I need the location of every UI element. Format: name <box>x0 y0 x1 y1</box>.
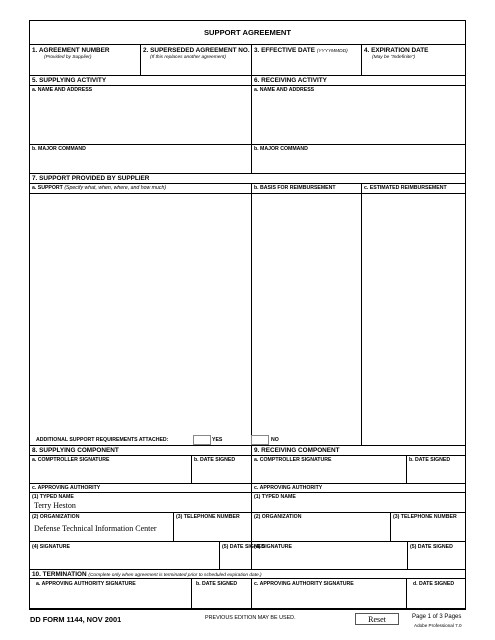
receiving-approving-authority-label: c. APPROVING AUTHORITY <box>254 485 323 491</box>
no-checkbox[interactable] <box>251 435 269 445</box>
expiration-date-hint: (May be "Indefinite") <box>372 55 416 60</box>
supplying-typed-name-field[interactable]: Terry Heston <box>34 501 76 510</box>
supplying-telephone-field[interactable] <box>175 522 249 540</box>
agreement-number-label: 1. AGREEMENT NUMBER <box>32 47 110 54</box>
supplying-major-command-field[interactable] <box>31 154 249 172</box>
receiving-date-signed5-field[interactable] <box>409 552 464 568</box>
termination-hint: (Complete only when agreement is terminated prior to scheduled expiration date.) <box>88 573 262 578</box>
termination-approving-signature-a-label: a. APPROVING AUTHORITY SIGNATURE <box>36 581 136 587</box>
page-info: Page 1 of 3 Pages <box>412 614 462 620</box>
receiving-date-signed-label: b. DATE SIGNED <box>409 457 451 463</box>
superseded-agreement-field[interactable] <box>142 63 249 74</box>
edition-note: PREVIOUS EDITION MAY BE USED. <box>205 615 296 621</box>
support-hint: (Specify what, when, where, and how much) <box>64 185 167 191</box>
supplying-date-signed5-field[interactable] <box>221 552 249 568</box>
receiving-comptroller-signature-field[interactable] <box>253 465 404 482</box>
no-label: NO <box>271 437 279 443</box>
supplying-comptroller-signature-label: a. COMPTROLLER SIGNATURE <box>32 457 110 463</box>
expiration-date-label: 4. EXPIRATION DATE <box>364 47 429 54</box>
supplying-date-signed5-label: (5) DATE SIGNED <box>222 544 265 550</box>
support-label: a. SUPPORT (Specify what, when, where, and how much) <box>32 185 167 191</box>
basis-reimbursement-field[interactable] <box>253 195 359 443</box>
basis-reimbursement-label: b. BASIS FOR REIMBURSEMENT <box>254 185 336 191</box>
receiving-signature-field[interactable] <box>253 552 405 568</box>
supplying-date-signed-field[interactable] <box>193 465 249 482</box>
estimated-reimbursement-label: c. ESTIMATED REIMBURSEMENT <box>364 185 447 191</box>
receiving-component-label: 9. RECEIVING COMPONENT <box>254 447 340 454</box>
effective-date-hint: (YYYYMMDD) <box>316 49 348 54</box>
supplying-signature-field[interactable] <box>31 552 217 568</box>
termination-label: 10. TERMINATION (Complete only when agreement is terminated prior to scheduled expiration date.) <box>32 571 262 578</box>
supplying-typed-name-label: (1) TYPED NAME <box>32 494 74 500</box>
yes-label: YES <box>212 437 223 443</box>
receiving-activity-label: 6. RECEIVING ACTIVITY <box>254 77 327 84</box>
receiving-telephone-label: (3) TELEPHONE NUMBER <box>393 514 457 520</box>
termination-date-signed-d-label: d. DATE SIGNED <box>413 581 455 587</box>
agreement-number-hint: (Provided by Supplier) <box>44 55 92 60</box>
termination-date-signed-b-field[interactable] <box>193 589 249 606</box>
supplying-major-command-label: b. MAJOR COMMAND <box>32 146 86 152</box>
support-field[interactable] <box>31 195 249 429</box>
receiving-date-signed5-label: (5) DATE SIGNED <box>410 544 453 550</box>
receiving-date-signed-field[interactable] <box>408 465 464 482</box>
effective-date-field[interactable] <box>253 63 359 74</box>
additional-requirements-label: ADDITIONAL SUPPORT REQUIREMENTS ATTACHED: <box>36 437 169 443</box>
supplying-approving-authority-label: c. APPROVING AUTHORITY <box>32 485 101 491</box>
support-provided-label: 7. SUPPORT PROVIDED BY SUPPLIER <box>32 175 150 182</box>
supplying-component-label: 8. SUPPLYING COMPONENT <box>32 447 119 454</box>
supplying-comptroller-signature-field[interactable] <box>31 465 189 482</box>
agreement-number-field[interactable] <box>31 63 138 74</box>
receiving-organization-field[interactable] <box>253 522 388 540</box>
supplying-organization-field[interactable]: Defense Technical Information Center <box>34 524 157 533</box>
supplying-name-address-label: a. NAME AND ADDRESS <box>32 87 93 93</box>
superseded-agreement-hint: (If this replaces another agreement) <box>150 55 226 60</box>
form-number: DD FORM 1144, NOV 2001 <box>30 615 122 624</box>
supplying-telephone-label: (3) TELEPHONE NUMBER <box>176 514 240 520</box>
receiving-major-command-label: b. MAJOR COMMAND <box>254 146 308 152</box>
receiving-typed-name-label: (1) TYPED NAME <box>254 494 296 500</box>
receiving-signature-label: (4) SIGNATURE <box>254 544 292 550</box>
termination-date-signed-b-label: b. DATE SIGNED <box>196 581 238 587</box>
receiving-telephone-field[interactable] <box>392 522 464 540</box>
termination-date-signed-d-field[interactable] <box>408 589 464 606</box>
yes-checkbox[interactable] <box>193 435 211 445</box>
termination-approving-signature-c-field[interactable] <box>253 589 404 606</box>
receiving-organization-label: (2) ORGANIZATION <box>254 514 302 520</box>
supplying-date-signed-label: b. DATE SIGNED <box>194 457 236 463</box>
receiving-major-command-field[interactable] <box>253 154 464 172</box>
termination-approving-signature-a-field[interactable] <box>31 589 189 606</box>
software-note: Adobe Professional 7.0 <box>414 623 462 628</box>
effective-date-label: 3. EFFECTIVE DATE (YYYYMMDD) <box>254 47 348 54</box>
supplying-signature-label: (4) SIGNATURE <box>32 544 70 550</box>
superseded-agreement-label: 2. SUPERSEDED AGREEMENT NO. <box>143 47 250 54</box>
receiving-name-address-field[interactable] <box>253 95 464 143</box>
receiving-name-address-label: a. NAME AND ADDRESS <box>254 87 315 93</box>
supplying-activity-label: 5. SUPPLYING ACTIVITY <box>32 77 107 84</box>
estimated-reimbursement-field[interactable] <box>363 195 464 443</box>
supplying-name-address-field[interactable] <box>31 95 249 143</box>
reset-button[interactable]: Reset <box>355 613 399 625</box>
expiration-date-field[interactable] <box>363 63 464 74</box>
receiving-comptroller-signature-label: a. COMPTROLLER SIGNATURE <box>254 457 332 463</box>
supplying-organization-label: (2) ORGANIZATION <box>32 514 80 520</box>
receiving-typed-name-field[interactable] <box>253 501 464 511</box>
form-title: SUPPORT AGREEMENT <box>203 28 292 37</box>
termination-approving-signature-c-label: c. APPROVING AUTHORITY SIGNATURE <box>254 581 354 587</box>
